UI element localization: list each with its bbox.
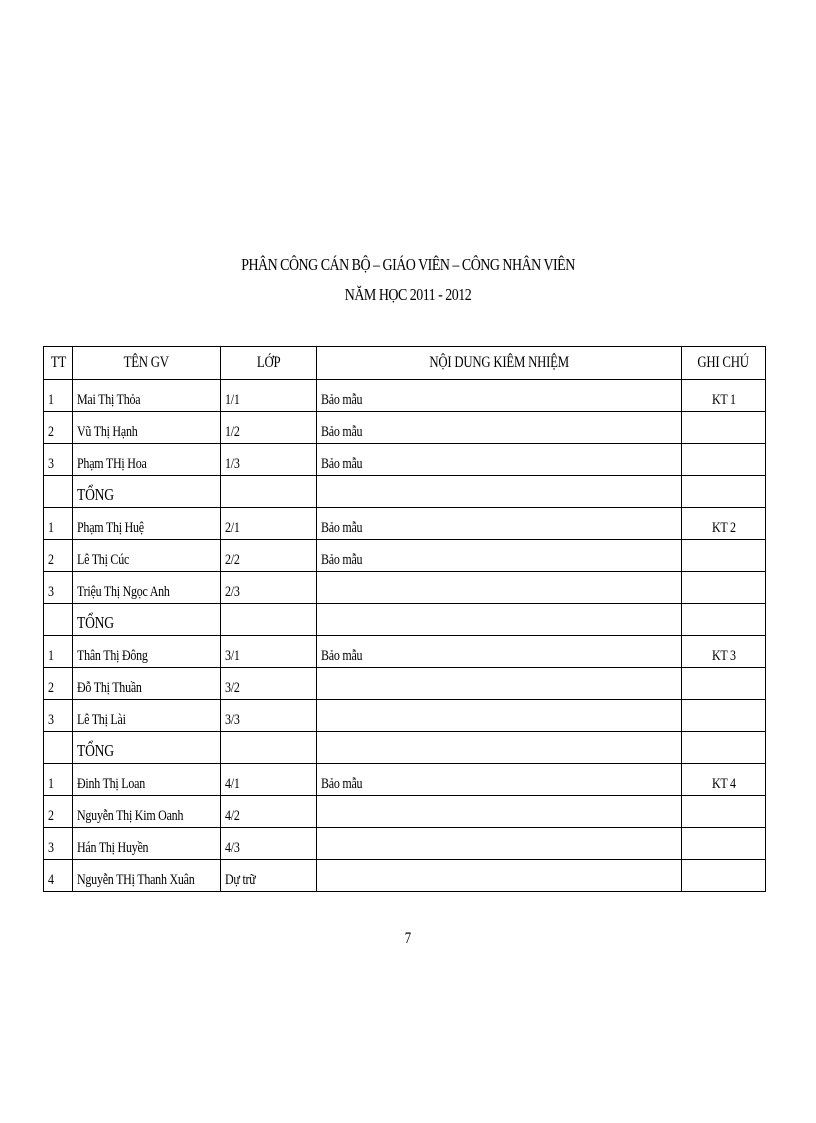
table-row [44,860,766,892]
cell-note [682,828,766,860]
header-noi-dung: NỘI DUNG KIÊM NHIỆM [317,347,682,380]
cell-class: 1/3 [221,444,317,476]
cell-class [221,732,317,764]
table-row [44,508,766,540]
cell-class: 4/2 [221,796,317,828]
cell-duty [317,828,682,860]
table-row [44,700,766,732]
cell-duty: Bảo mẫu [317,540,682,572]
cell-duty: Bảo mẫu [317,380,682,412]
table-row [44,732,766,764]
cell-note [682,572,766,604]
table-row [44,540,766,572]
cell-note [682,700,766,732]
cell-teacher-name: Vũ Thị Hạnh [73,412,221,444]
cell-note [682,444,766,476]
cell-note: KT 1 [682,380,766,412]
table-row [44,604,766,636]
header-lop: LỚP [221,347,317,380]
table-row [44,636,766,668]
cell-note [682,476,766,508]
document-title [0,250,816,310]
cell-tt: 2 [44,540,73,572]
cell-teacher-name: Lê Thị Cúc [73,540,221,572]
page-number: 7 [404,930,412,947]
cell-tt: 2 [44,668,73,700]
table-row [44,572,766,604]
cell-teacher-name: TỔNG [73,476,221,508]
cell-tt [44,732,73,764]
cell-teacher-name: Đinh Thị Loan [73,764,221,796]
cell-teacher-name: Mai Thị Thỏa [73,380,221,412]
table-body [44,380,766,892]
cell-note [682,732,766,764]
cell-tt: 3 [44,700,73,732]
table-row [44,476,766,508]
cell-teacher-name: Triệu Thị Ngọc Anh [73,572,221,604]
table-header-row [44,347,766,380]
cell-tt: 1 [44,764,73,796]
cell-duty [317,860,682,892]
cell-class: 1/1 [221,380,317,412]
cell-note: KT 3 [682,636,766,668]
cell-tt: 4 [44,860,73,892]
cell-class: 2/1 [221,508,317,540]
cell-tt: 1 [44,636,73,668]
table-row [44,764,766,796]
table-row [44,380,766,412]
cell-note [682,860,766,892]
cell-teacher-name: Nguyễn THị Thanh Xuân [73,860,221,892]
cell-teacher-name: Lê Thị Lài [73,700,221,732]
cell-tt: 1 [44,380,73,412]
cell-teacher-name: Phạm Thị Huệ [73,508,221,540]
cell-tt: 2 [44,412,73,444]
cell-note: KT 2 [682,508,766,540]
cell-class: 2/3 [221,572,317,604]
table-row [44,444,766,476]
cell-class [221,604,317,636]
cell-tt: 3 [44,444,73,476]
cell-teacher-name: Thân Thị Đông [73,636,221,668]
cell-teacher-name: TỔNG [73,732,221,764]
cell-tt [44,604,73,636]
cell-note: KT 4 [682,764,766,796]
header-ghi-chu: GHI CHÚ [682,347,766,380]
cell-teacher-name: Hán Thị Huyền [73,828,221,860]
cell-duty [317,476,682,508]
table-row [44,412,766,444]
cell-class: Dự trữ [221,860,317,892]
cell-class: 2/2 [221,540,317,572]
cell-duty: Bảo mẫu [317,508,682,540]
cell-duty [317,700,682,732]
cell-duty: Bảo mẫu [317,636,682,668]
cell-duty [317,796,682,828]
cell-teacher-name: TỔNG [73,604,221,636]
cell-class: 4/1 [221,764,317,796]
cell-class: 1/2 [221,412,317,444]
cell-duty: Bảo mẫu [317,412,682,444]
table-row [44,828,766,860]
cell-teacher-name: Phạm THị Hoa [73,444,221,476]
cell-tt [44,476,73,508]
title-line-1: PHÂN CÔNG CÁN BỘ – GIÁO VIÊN – CÔNG NHÂN VIÊN [241,255,575,274]
cell-duty [317,668,682,700]
cell-tt: 3 [44,572,73,604]
cell-note [682,412,766,444]
title-line-2: NĂM HỌC 2011 - 2012 [344,285,472,304]
cell-teacher-name: Đỗ Thị Thuần [73,668,221,700]
cell-class: 4/3 [221,828,317,860]
cell-duty: Bảo mẫu [317,764,682,796]
cell-class: 3/3 [221,700,317,732]
cell-class: 3/1 [221,636,317,668]
cell-duty [317,572,682,604]
cell-tt: 1 [44,508,73,540]
cell-duty: Bảo mẫu [317,444,682,476]
cell-class: 3/2 [221,668,317,700]
cell-tt: 3 [44,828,73,860]
cell-tt: 2 [44,796,73,828]
cell-duty [317,732,682,764]
cell-note [682,604,766,636]
cell-teacher-name: Nguyễn Thị Kim Oanh [73,796,221,828]
table-row [44,668,766,700]
cell-class [221,476,317,508]
header-ten-gv: TÊN GV [73,347,221,380]
assignment-table [43,346,766,892]
table-row [44,796,766,828]
cell-duty [317,604,682,636]
cell-note [682,796,766,828]
header-tt: TT [44,347,73,380]
cell-note [682,668,766,700]
cell-note [682,540,766,572]
